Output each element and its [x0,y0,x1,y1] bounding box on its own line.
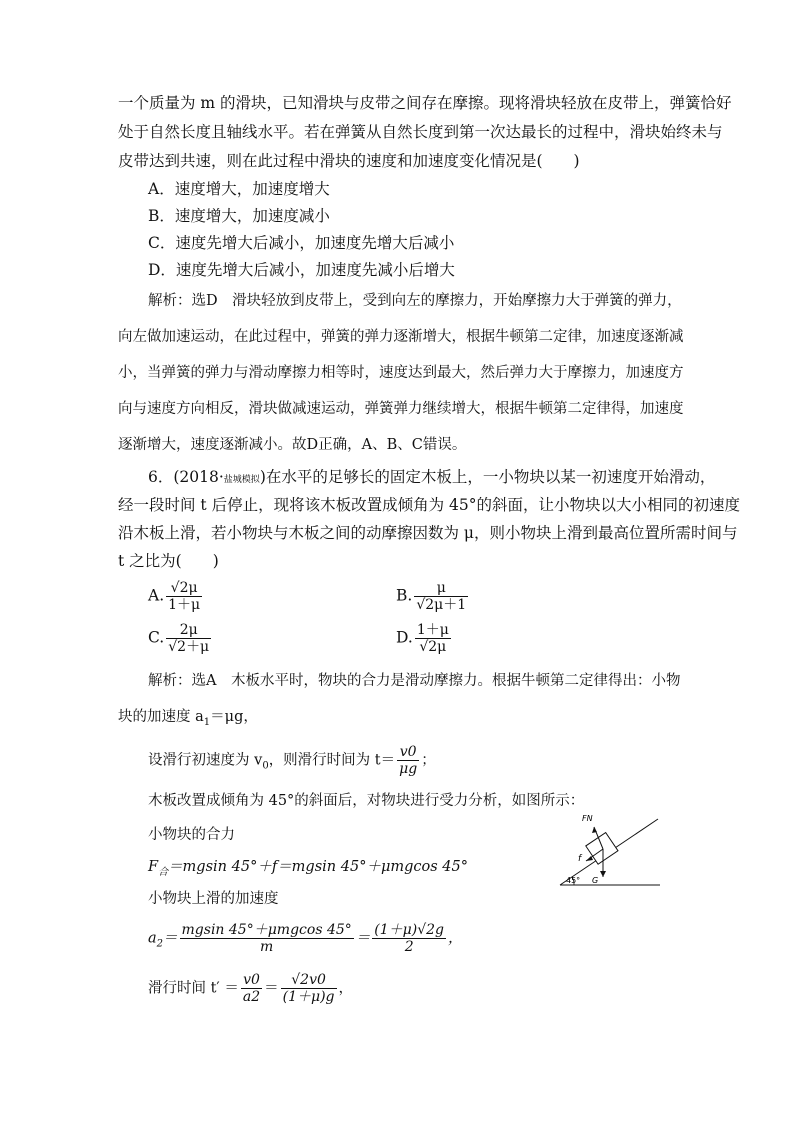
q6-solution-line-8: $a_2=$ $\frac{\text{mgsin 45°＋μmgcos 45°}}{m}$ ＝ $\frac{(1+\mu)√2g}{2}$ ， [148,922,463,955]
q5-solution-line-4: 向与速度方向相反，滑块做减速运动，弹簧弹力继续增大，根据牛顿第二定律得，加速度 [118,401,684,417]
q6-option-b: B. $\frac{\mu}{√2\mu+1}$ [396,580,467,613]
slide-time-fraction-1: $\frac{v0}{a2}$ [242,972,261,1005]
q6-solution-line-2: 块的加速度 $a_1=\mu g$， [118,709,258,728]
acceleration-fraction-2: $\frac{(1+\mu)√2g}{2}$ [374,922,445,955]
q5-text-line-1: 一个质量为 m 的滑块，已知滑块与皮带之间存在摩擦。现将滑块轻放在皮带上，弹簧恰好 [118,94,732,112]
time-fraction: $\frac{v0}{\mu g}$ [399,744,418,777]
q6-option-b-fraction: $\frac{\mu}{√2\mu+1}$ [416,580,467,613]
normal-force-label: FN [582,814,593,823]
incline-force-diagram [556,805,666,890]
q6-text-line-4: t 之比为( ) [118,552,219,570]
q5-option-a: A．速度增大，加速度增大 [148,180,330,198]
q6-solution-line-5: 小物块的合力 [148,827,235,843]
q6-solution-line-4: 木板改置成倾角为 45°的斜面后，对物块进行受力分析，如图所示： [148,793,585,809]
q6-option-a-fraction: $\frac{√2\mu}{1+\mu}$ [168,580,201,613]
q6-solution-line-3: 设滑行初速度为 $v_0$，则滑行时间为 t＝ $\frac{v0}{\mu g}$ ； [148,744,436,777]
q6-text-line-3: 沿木板上滑，若小物块与木板之间的动摩擦因数为 μ，则小物块上滑到最高位置所需时间与 [118,524,738,542]
q5-option-c: C．速度先增大后减小，加速度先增大后减小 [148,234,455,252]
q6-option-a: A. $\frac{√2\mu}{1+\mu}$ [148,580,201,613]
q6-option-d: D. $\frac{1+\mu}{√2\mu}$ [396,622,449,655]
q5-option-d: D．速度先增大后减小，加速度先减小后增大 [148,261,455,279]
q6-source: 盐城模拟 [223,475,260,485]
q6-solution-line-9: 滑行时间 t′ ＝ $\frac{v0}{a2}$ ＝ $\frac{√2v0}{(1+\mu)g}$ ， [148,972,354,1005]
q6-text-rest: )在水平的足够长的固定木板上，一小物块以某一初速度开始滑动， [259,468,716,486]
q6-solution-line-6: $F_合=mgsin$ 45°＋f＝mgsin 45°＋μmgcos 45° [148,859,469,878]
slide-time-fraction-2: $\frac{√2v0}{(1+\mu)g}$ [282,972,335,1005]
q5-solution-line-2: 向左做加速运动，在此过程中，弹簧的弹力逐渐增大，根据牛顿第二定律，加速度逐渐减 [118,329,684,345]
q5-solution-line-5: 逐渐增大，速度逐渐减小。故D正确，A、B、C错误。 [118,437,467,453]
q5-text-line-3: 皮带达到共速，则在此过程中滑块的速度和加速度变化情况是( ) [118,152,580,170]
q6-number: 6． [148,468,174,486]
q6-option-d-fraction: $\frac{1+\mu}{√2\mu}$ [416,622,449,655]
normal-force-arrowhead [592,827,597,833]
q6-text-line-1 [148,466,715,491]
q6-solution-line-7: 小物块上滑的加速度 [148,891,279,907]
q5-solution-line-1: 解析：选D 滑块轻放到皮带上，受到向左的摩擦力，开始摩擦力大于弹簧的弹力， [148,293,682,309]
q6-text-line-2: 经一段时间 t 后停止，现将该木板改置成倾角为 45°的斜面，让小物块以大小相同的初速度 [118,496,740,514]
gravity-label: G [592,876,599,885]
q5-solution-line-3: 小，当弹簧的弹力与滑动摩擦力相等时，速度达到最大，然后弹力大于摩擦力，加速度方 [118,365,684,381]
gravity-arrowhead [600,871,606,877]
q6-option-c-fraction: $\frac{2\mu}{√2+\mu}$ [168,622,210,655]
friction-label: f [578,854,582,864]
q6-solution-line-1: 解析：选A 木板水平时，物块的合力是滑动摩擦力。根据牛顿第二定律得出：小物 [148,673,681,689]
q6-year: (2018· [173,468,224,486]
q5-option-b: B．速度增大，加速度减小 [148,207,330,225]
q6-option-c: C. $\frac{2\mu}{√2+\mu}$ [148,622,210,655]
acceleration-fraction-1: $\frac{\text{mgsin 45°＋μmgcos 45°}}{m}$ [181,922,352,955]
q5-text-line-2: 处于自然长度且轴线水平。若在弹簧从自然长度到第一次达最长的过程中，滑块始终未与 [118,123,723,141]
angle-label: 45° [566,876,581,885]
